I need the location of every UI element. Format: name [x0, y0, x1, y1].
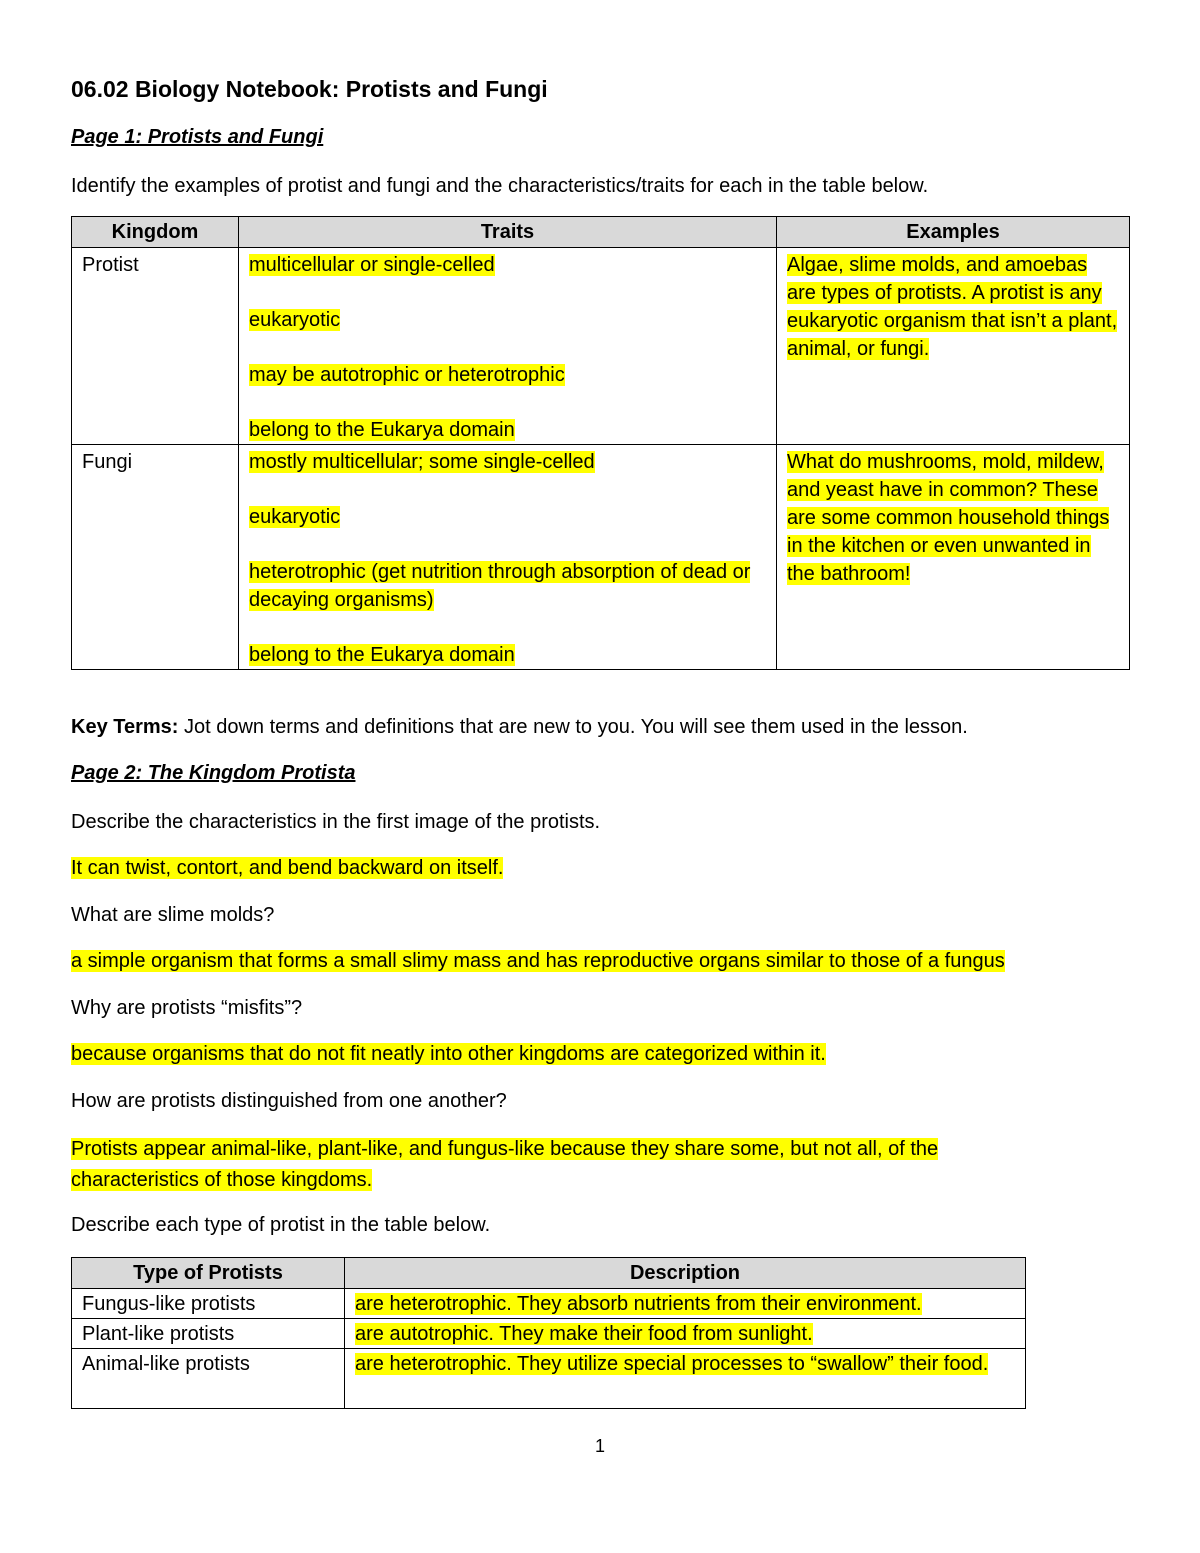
section-heading-page1: Page 1: Protists and Fungi	[71, 126, 324, 148]
examples-text: What do mushrooms, mold, mildew, and yeast have in common? These are some common household things in the kitchen or even unwanted in the bathroom!	[787, 451, 1110, 585]
table-row	[72, 1349, 1026, 1409]
answer-text: a simple organism that forms a small slimy mass and has reproductive organs similar to those of a fungus	[71, 950, 1005, 972]
page1-instruction: Identify the examples of protist and fungi and the characteristics/traits for each in the table below.	[71, 175, 929, 197]
table-row	[72, 445, 1130, 670]
trait-text: belong to the Eukarya domain	[249, 644, 515, 666]
column-header: Kingdom	[72, 217, 239, 248]
section-heading-page2: Page 2: The Kingdom Protista	[71, 762, 356, 784]
document-title: 06.02 Biology Notebook: Protists and Fungi	[71, 76, 548, 102]
examples-cell	[777, 248, 1130, 445]
kingdom-cell: Protist	[72, 248, 239, 445]
table-header-row	[72, 217, 1130, 248]
table-row	[72, 248, 1130, 445]
answer-line	[71, 1134, 1071, 1196]
question-text: Why are protists “misfits”?	[71, 997, 303, 1019]
table-header-row	[72, 1258, 1026, 1289]
description-text: are heterotrophic. They absorb nutrients from their environment.	[355, 1293, 922, 1315]
column-header: Type of Protists	[72, 1258, 345, 1289]
key-terms-line	[71, 715, 968, 739]
answer-line	[71, 1042, 826, 1066]
protist-type-cell: Animal-like protists	[72, 1349, 345, 1409]
description-text: are autotrophic. They make their food from sunlight.	[355, 1323, 813, 1345]
question-text: How are protists distinguished from one another?	[71, 1090, 507, 1112]
question-text: What are slime molds?	[71, 904, 275, 926]
description-cell	[345, 1349, 1026, 1409]
kingdom-table	[71, 216, 1130, 670]
examples-text: Algae, slime molds, and amoebas are types of protists. A protist is any eukaryotic organism that isn’t a plant, animal, or fungi.	[787, 254, 1118, 360]
question-text: Describe the characteristics in the first image of the protists.	[71, 811, 601, 833]
answer-line	[71, 949, 1005, 973]
trait-text: multicellular or single-celled	[249, 254, 495, 276]
key-terms-text: Jot down terms and definitions that are new to you. You will see them used in the lesson.	[178, 716, 968, 738]
answer-text: because organisms that do not fit neatly into other kingdoms are categorized within it.	[71, 1043, 826, 1065]
description-text: are heterotrophic. They utilize special processes to “swallow” their food.	[355, 1353, 989, 1375]
description-cell	[345, 1289, 1026, 1319]
traits-cell	[239, 445, 777, 670]
column-header: Examples	[777, 217, 1130, 248]
page2-instruction: Describe each type of protist in the table below.	[71, 1214, 491, 1236]
page-number: 1	[594, 1436, 605, 1456]
table-row	[72, 1319, 1026, 1349]
trait-text: eukaryotic	[249, 309, 341, 331]
protist-type-cell: Plant-like protists	[72, 1319, 345, 1349]
examples-cell	[777, 445, 1130, 670]
trait-text: mostly multicellular; some single-celled	[249, 451, 595, 473]
answer-text: It can twist, contort, and bend backward on itself.	[71, 857, 504, 879]
trait-text: heterotrophic (get nutrition through absorption of dead or decaying organisms)	[249, 561, 751, 611]
trait-text: eukaryotic	[249, 506, 341, 528]
protist-type-cell: Fungus-like protists	[72, 1289, 345, 1319]
answer-line	[71, 856, 503, 880]
description-cell	[345, 1319, 1026, 1349]
column-header: Traits	[239, 217, 777, 248]
table-row	[72, 1289, 1026, 1319]
protist-types-table	[71, 1257, 1026, 1409]
column-header: Description	[345, 1258, 1026, 1289]
answer-text: Protists appear animal-like, plant-like, and fungus-like because they share some, but not all, of the characteristics of those kingdoms.	[71, 1138, 939, 1191]
kingdom-cell: Fungi	[72, 445, 239, 670]
trait-text: may be autotrophic or heterotrophic	[249, 364, 565, 386]
key-terms-label: Key Terms:	[71, 716, 179, 738]
trait-text: belong to the Eukarya domain	[249, 419, 515, 441]
traits-cell	[239, 248, 777, 445]
